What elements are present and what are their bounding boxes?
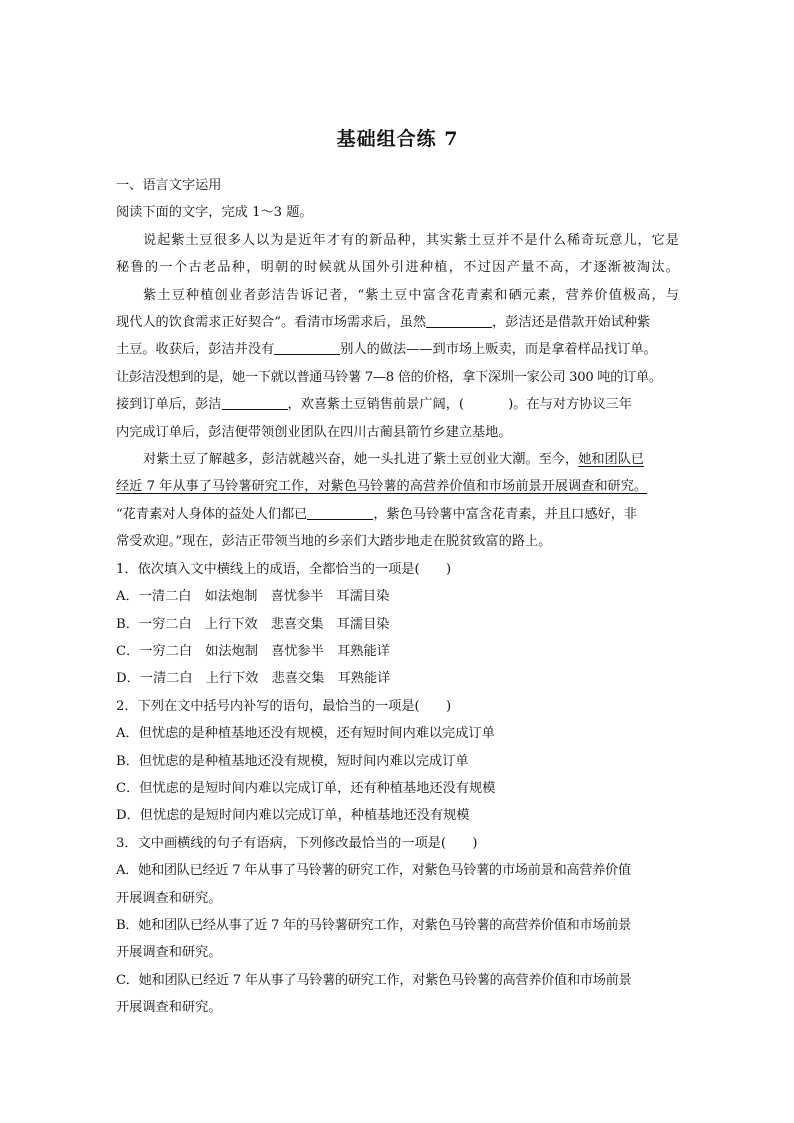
passage-text: “花青素对人身体的益处人们都已	[116, 506, 308, 522]
passage-line	[116, 336, 679, 363]
fill-blank-4	[307, 505, 373, 520]
question-option: C．一穷二白 如法炮制 喜忧参半 耳熟能详	[116, 643, 390, 659]
passage-line: 紫土豆种植创业者彭洁告诉记者，“紫土豆中富含花青素和硒元素，营养价值极高，与	[143, 287, 679, 303]
fill-blank-1	[426, 313, 492, 328]
passage-line: 常受欢迎。”现在，彭洁正带领当地的乡亲们大踏步地走在脱贫致富的路上。	[116, 534, 552, 550]
passage-line: 让彭洁没想到的是，她一下就以普通马铃薯 7—8 倍的价格，拿下深圳一家公司 300 吨的订单。	[116, 369, 662, 385]
question-stem: 2．下列在文中括号内补写的语句，最恰当的一项是( )	[116, 698, 452, 714]
question-option: D．一清二白 上行下效 悲喜交集 耳熟能详	[116, 671, 391, 687]
fill-blank-2	[274, 340, 340, 355]
passage-line	[116, 473, 679, 500]
question-option: D．但忧虑的是短时间内难以完成订单，种植基地还没有规模	[116, 808, 470, 824]
question-option: B．但忧虑的是种植基地还没有规模，短时间内难以完成订单	[116, 753, 469, 769]
question-option: A．一清二白 如法炮制 喜忧参半 耳濡目染	[116, 589, 390, 605]
question-option: C．她和团队已经近 7 年从事了马铃薯的研究工作，对紫色马铃薯的高营养价值和市场前景	[116, 972, 632, 988]
passage-text: ，彭洁还是借款开始试种紫	[492, 315, 651, 331]
passage-text: )。在与对方协议三年	[508, 397, 632, 413]
question-option: A．但忧虑的是种植基地还没有规模，还有短时间内难以完成订单	[116, 726, 495, 742]
passage-line	[116, 309, 679, 336]
passage-text: 别人的做法——到市场上贩卖，而是拿着样品找订单。	[340, 342, 657, 358]
section-heading: 一、语言文字运用	[116, 178, 222, 193]
passage-text: ，紫色马铃薯中富含花青素，并且口感好，非	[373, 506, 638, 522]
question-option-continued: 开展调查和研究。	[116, 945, 222, 961]
passage-text: 土豆。收获后，彭洁并没有	[116, 342, 275, 358]
document-body	[116, 172, 679, 1022]
question-option: C．但忧虑的是短时间内难以完成订单，还有种植基地还没有规模	[116, 780, 496, 796]
passage-line: 秘鲁的一个古老品种，明朝的时候就从国外引进种植，不过因产量不高，才逐渐被淘汰。	[116, 260, 679, 276]
passage-text: 对紫土豆了解越多，彭洁就越兴奋，她一头扎进了紫土豆创业大潮。至今，	[143, 452, 579, 468]
question-stem: 1．依次填入文中横线上的成语，全都恰当的一项是( )	[116, 561, 452, 577]
passage-text: 接到订单后，彭洁	[116, 397, 222, 413]
fill-blank-3	[222, 395, 288, 410]
question-option: B．她和团队已经从事了近 7 年的马铃薯研究工作，对紫色马铃薯的高营养价值和市场前景	[116, 917, 631, 933]
page-title: 基础组合练 7	[336, 128, 459, 150]
passage-text: 现代人的饮食需求正好契合”。看清市场需求后，虽然	[116, 315, 427, 331]
passage-text: ，欢喜紫土豆销售前景广阔，(	[287, 397, 465, 413]
underlined-sentence: 她和团队已	[578, 452, 645, 468]
passage-line: 说起紫土豆很多人以为是近年才有的新品种，其实紫土豆并不是什么稀奇玩意儿，它是	[143, 232, 679, 248]
question-stem: 3．文中画横线的句子有语病，下列修改最恰当的一项是( )	[116, 835, 478, 851]
question-option: A．她和团队已经近 7 年从事了马铃薯的研究工作，对紫色马铃薯的市场前景和高营养价值	[116, 863, 631, 879]
question-option-continued: 开展调查和研究。	[116, 1000, 222, 1016]
passage-line	[116, 501, 679, 528]
reading-instruction: 阅读下面的文字，完成 1～3 题。	[116, 205, 313, 221]
passage-line: 内完成订单后，彭洁便带领创业团队在四川古蔺县箭竹乡建立基地。	[116, 424, 512, 440]
underlined-sentence: 经近 7 年从事了马铃薯研究工作，对紫色马铃薯的高营养价值和市场前景开展调查和研究。	[116, 479, 648, 495]
question-option: B．一穷二白 上行下效 悲喜交集 耳濡目染	[116, 616, 390, 632]
passage-line	[116, 446, 679, 473]
question-option-continued: 开展调查和研究。	[116, 890, 222, 906]
passage-line	[116, 391, 679, 418]
